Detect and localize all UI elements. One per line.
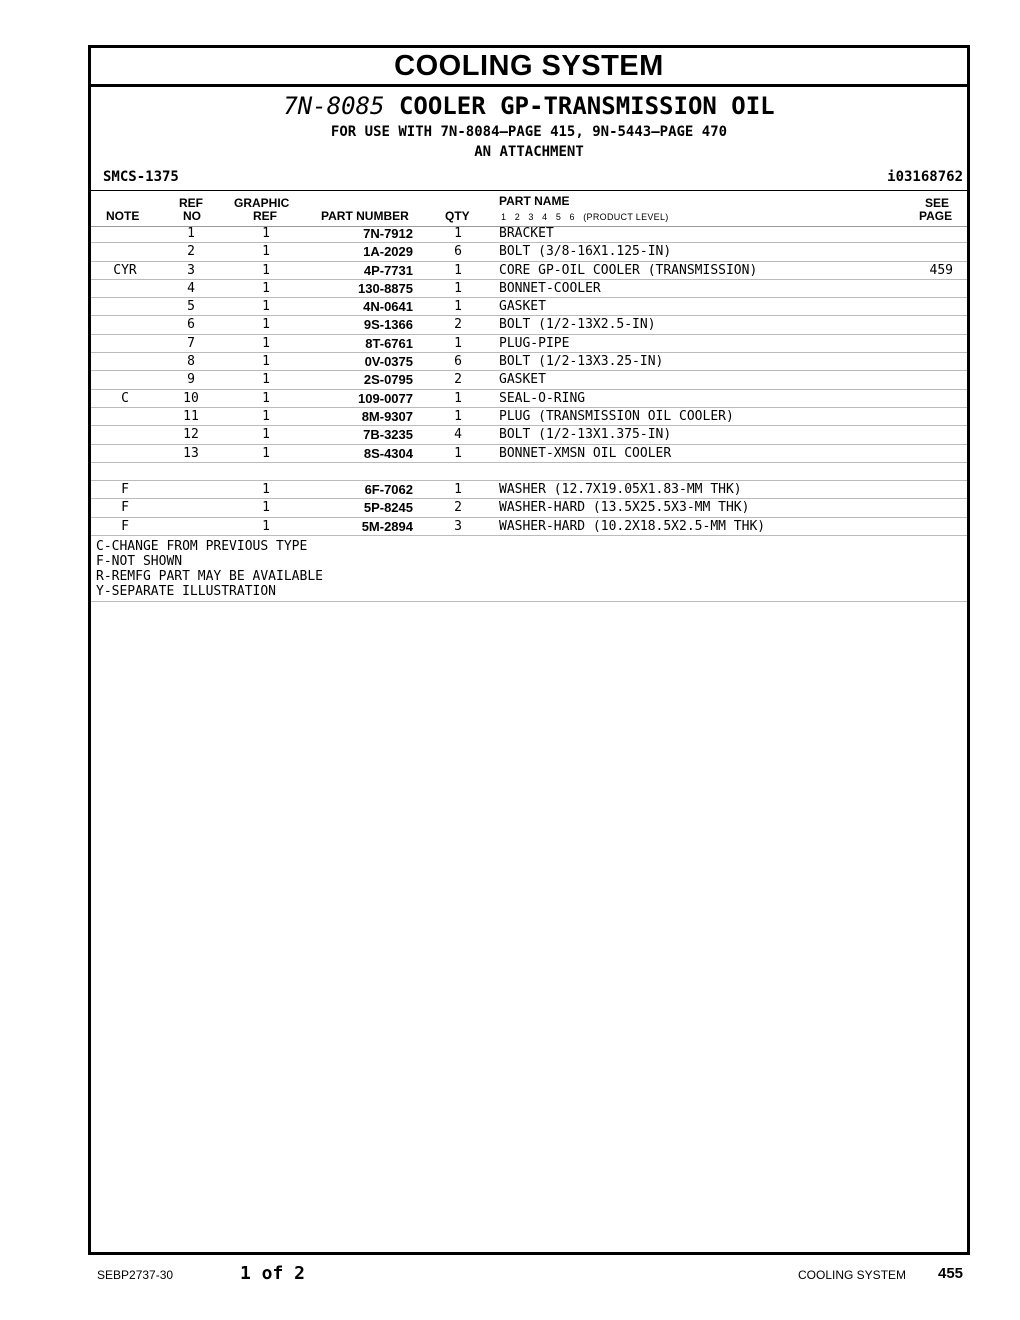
table-header: [91, 190, 967, 227]
cell-part-number: 5P-8245: [363, 500, 413, 516]
cell-ref-no: 9: [187, 372, 195, 388]
page-footer: [0, 1263, 1020, 1293]
for-use-with: FOR USE WITH 7N-8084—PAGE 415, 9N-5443—PAGE 470: [330, 124, 728, 140]
cell-note: CYR: [113, 262, 137, 278]
cell-part-name: CORE GP-OIL COOLER (TRANSMISSION): [499, 262, 758, 278]
cell-part-number: 9S-1366: [363, 317, 413, 333]
cell-ref-no: 1: [187, 226, 195, 241]
header-product-levels: 1 2 3 4 5 6 (PRODUCT LEVEL): [501, 212, 669, 222]
table-row: [91, 316, 967, 334]
cell-ref-no: 7: [187, 335, 195, 351]
parts-table-body: [91, 225, 967, 536]
cell-part-name: BOLT (1/2-13X1.375-IN): [499, 427, 672, 443]
cell-qty: 1: [454, 482, 462, 498]
cell-ref-no: 5: [187, 299, 195, 315]
cell-graphic-ref: 1: [262, 445, 270, 461]
legend-line: Y-SEPARATE ILLUSTRATION: [96, 584, 277, 599]
cell-part-number: 130-8875: [358, 280, 413, 296]
cell-part-number: 2S-0795: [363, 372, 413, 388]
attachment-label: AN ATTACHMENT: [474, 144, 584, 160]
cell-part-number: 7N-7912: [363, 226, 413, 241]
cell-ref-no: 8: [187, 354, 195, 370]
header-see-top: SEE: [925, 196, 950, 210]
cell-graphic-ref: 1: [262, 482, 270, 498]
illustration-id: i03168762: [887, 169, 963, 185]
cell-qty: 2: [454, 500, 462, 516]
cell-part-number: 109-0077: [358, 390, 413, 406]
section-title: COOLING SYSTEM: [91, 48, 967, 87]
cell-part-name: BRACKET: [499, 226, 554, 241]
legend-line: C-CHANGE FROM PREVIOUS TYPE: [96, 539, 308, 554]
header-part-number: PART NUMBER: [321, 209, 409, 223]
table-row: [91, 335, 967, 353]
footer-section: COOLING SYSTEM: [798, 1268, 907, 1282]
cell-part-name: BONNET-XMSN OIL COOLER: [499, 445, 672, 461]
cell-part-name: WASHER-HARD (10.2X18.5X2.5-MM THK): [499, 518, 766, 534]
assembly-title: [91, 92, 967, 120]
parts-page-frame: [88, 45, 970, 1255]
cell-part-name: WASHER (12.7X19.05X1.83-MM THK): [499, 482, 742, 498]
cell-graphic-ref: 1: [262, 280, 270, 296]
table-row: [91, 481, 967, 499]
cell-qty: 1: [454, 299, 462, 315]
cell-part-number: 8M-9307: [361, 408, 413, 424]
cell-part-number: 5M-2894: [361, 518, 413, 534]
cell-note: F: [121, 518, 129, 534]
cell-graphic-ref: 1: [262, 317, 270, 333]
cell-part-number: 0V-0375: [364, 354, 413, 370]
cell-qty: 4: [454, 427, 462, 443]
cell-qty: 6: [454, 354, 462, 370]
header-qty: QTY: [445, 209, 470, 223]
cell-see-page: 459: [929, 262, 953, 278]
cell-graphic-ref: 1: [262, 262, 270, 278]
cell-part-name: WASHER-HARD (13.5X25.5X3-MM THK): [499, 500, 750, 516]
cell-qty: 2: [454, 372, 462, 388]
header-part-name: PART NAME: [499, 194, 570, 208]
cell-note: F: [121, 482, 129, 498]
table-row: [91, 243, 967, 261]
cell-ref-no: 13: [183, 445, 199, 461]
cell-qty: 1: [454, 390, 462, 406]
cell-graphic-ref: 1: [262, 427, 270, 443]
header-ref-bottom: NO: [183, 209, 201, 223]
cell-graphic-ref: 1: [262, 299, 270, 315]
cell-ref-no: 10: [183, 390, 199, 406]
table-row: [91, 426, 967, 444]
cell-part-number: 4N-0641: [363, 299, 413, 315]
table-row: [91, 445, 967, 463]
cell-graphic-ref: 1: [262, 335, 270, 351]
cell-part-number: 8S-4304: [363, 445, 413, 461]
header-graphic-top: GRAPHIC: [234, 196, 290, 210]
cell-ref-no: 3: [187, 262, 195, 278]
cell-graphic-ref: 1: [262, 354, 270, 370]
cell-part-name: BONNET-COOLER: [499, 280, 601, 296]
cell-qty: 1: [454, 335, 462, 351]
cell-part-number: 4P-7731: [363, 262, 413, 278]
cell-part-name: BOLT (1/2-13X3.25-IN): [499, 354, 664, 370]
cell-part-name: BOLT (3/8-16X1.125-IN): [499, 244, 672, 260]
table-row: [91, 518, 967, 536]
cell-part-name: BOLT (1/2-13X2.5-IN): [499, 317, 656, 333]
cell-part-name: GASKET: [499, 299, 546, 315]
cell-qty: 1: [454, 226, 462, 241]
cell-qty: 1: [454, 408, 462, 424]
table-row: [91, 225, 967, 243]
note-legend: [91, 539, 967, 602]
table-row: [91, 408, 967, 426]
assembly-name: COOLER GP-TRANSMISSION OIL: [398, 92, 775, 120]
cell-part-name: GASKET: [499, 372, 546, 388]
cell-graphic-ref: 1: [262, 244, 270, 260]
cell-qty: 6: [454, 244, 462, 260]
table-row: [91, 280, 967, 298]
table-row: [91, 298, 967, 316]
cell-part-name: PLUG-PIPE: [499, 335, 570, 351]
cell-part-number: 6F-7062: [364, 482, 413, 498]
table-row: [91, 463, 967, 481]
table-row: [91, 390, 967, 408]
header-see-bottom: PAGE: [919, 209, 953, 223]
header-ref-top: REF: [179, 196, 203, 210]
legend-line: R-REMFG PART MAY BE AVAILABLE: [96, 569, 323, 584]
footer-doc-number: SEBP2737-30: [97, 1268, 174, 1282]
cell-qty: 1: [454, 262, 462, 278]
cell-graphic-ref: 1: [262, 226, 270, 241]
cell-part-number: 1A-2029: [363, 244, 413, 260]
header-graphic-bottom: REF: [253, 209, 277, 223]
cell-ref-no: 11: [183, 408, 199, 424]
cell-part-number: 7B-3235: [363, 427, 413, 443]
table-row: [91, 499, 967, 517]
cell-ref-no: 2: [187, 244, 195, 260]
cell-qty: 1: [454, 280, 462, 296]
cell-ref-no: 4: [187, 280, 195, 296]
table-row: [91, 353, 967, 371]
table-row: [91, 371, 967, 389]
footer-page-number: 455: [938, 1265, 964, 1282]
cell-ref-no: 12: [183, 427, 199, 443]
header-note: NOTE: [106, 209, 140, 223]
cell-graphic-ref: 1: [262, 518, 270, 534]
table-row: [91, 262, 967, 280]
footer-page-of: 1 of 2: [240, 1263, 306, 1284]
assembly-part-number: 7N-8085: [283, 92, 385, 120]
cell-graphic-ref: 1: [262, 500, 270, 516]
smcs-code: SMCS-1375: [103, 169, 179, 185]
cell-graphic-ref: 1: [262, 372, 270, 388]
cell-note: C: [121, 390, 129, 406]
cell-graphic-ref: 1: [262, 390, 270, 406]
cell-graphic-ref: 1: [262, 408, 270, 424]
cell-note: F: [121, 500, 129, 516]
cell-part-name: SEAL-O-RING: [499, 390, 586, 406]
cell-qty: 3: [454, 518, 462, 534]
cell-qty: 2: [454, 317, 462, 333]
cell-ref-no: 6: [187, 317, 195, 333]
cell-part-number: 8T-6761: [365, 335, 413, 351]
legend-line: F-NOT SHOWN: [96, 554, 183, 569]
cell-part-name: PLUG (TRANSMISSION OIL COOLER): [499, 408, 734, 424]
cell-qty: 1: [454, 445, 462, 461]
